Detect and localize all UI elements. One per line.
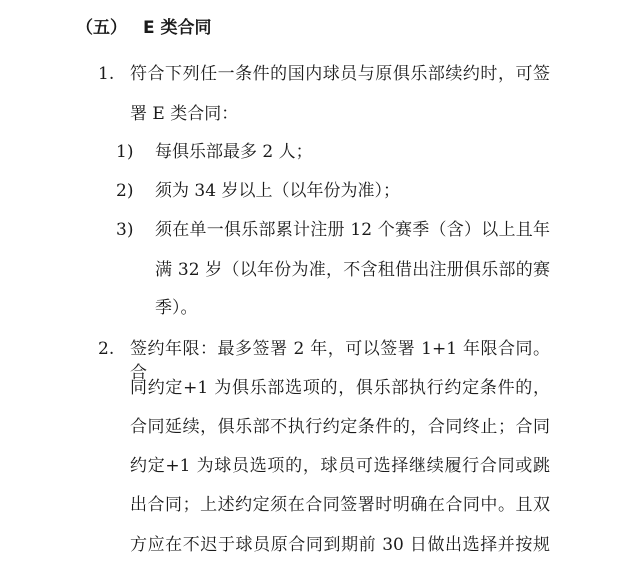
subitem-2-line-1: 须为 34 岁以上（以年份为准）； — [155, 181, 400, 201]
item-2-line-4: 约定+1 为球员选项的，球员可选择继续履行合同或跳 — [130, 456, 550, 476]
item-1-line-2: 署 E 类合同： — [130, 104, 239, 124]
item-1-number: 1. — [98, 64, 115, 84]
item-2-line-5: 出合同；上述约定须在合同签署时明确在合同中。且双 — [130, 495, 550, 515]
item-2-number: 2. — [98, 339, 115, 359]
subitem-3-number: 3) — [116, 220, 134, 240]
item-2-line-3: 合同延续，俱乐部不执行约定条件的，合同终止；合同 — [130, 417, 550, 437]
section-heading — [76, 16, 212, 40]
section-title: E 类合同 — [143, 18, 212, 38]
subitem-1-line-1: 每俱乐部最多 2 人； — [155, 142, 313, 162]
subitem-1-number: 1) — [116, 142, 134, 162]
item-2-line-6: 方应在不迟于球员原合同到期前 30 日做出选择并按规 — [130, 535, 550, 555]
subitem-3-line-1: 须在单一俱乐部累计注册 12 个赛季（含）以上且年 — [155, 220, 550, 240]
subitem-3-line-3: 季）。 — [155, 298, 198, 318]
item-2-line-1: 签约年限：最多签署 2 年，可以签署 1+1 年限合同。合 — [130, 339, 550, 383]
subitem-2-number: 2) — [116, 181, 134, 201]
section-number: （五） — [76, 18, 127, 38]
subitem-3-line-2: 满 32 岁（以年份为准，不含租借出注册俱乐部的赛 — [155, 260, 550, 280]
item-1-line-1: 符合下列任一条件的国内球员与原俱乐部续约时，可签 — [130, 64, 550, 84]
item-2-line-2: 同约定+1 为俱乐部选项的，俱乐部执行约定条件的， — [130, 378, 550, 398]
